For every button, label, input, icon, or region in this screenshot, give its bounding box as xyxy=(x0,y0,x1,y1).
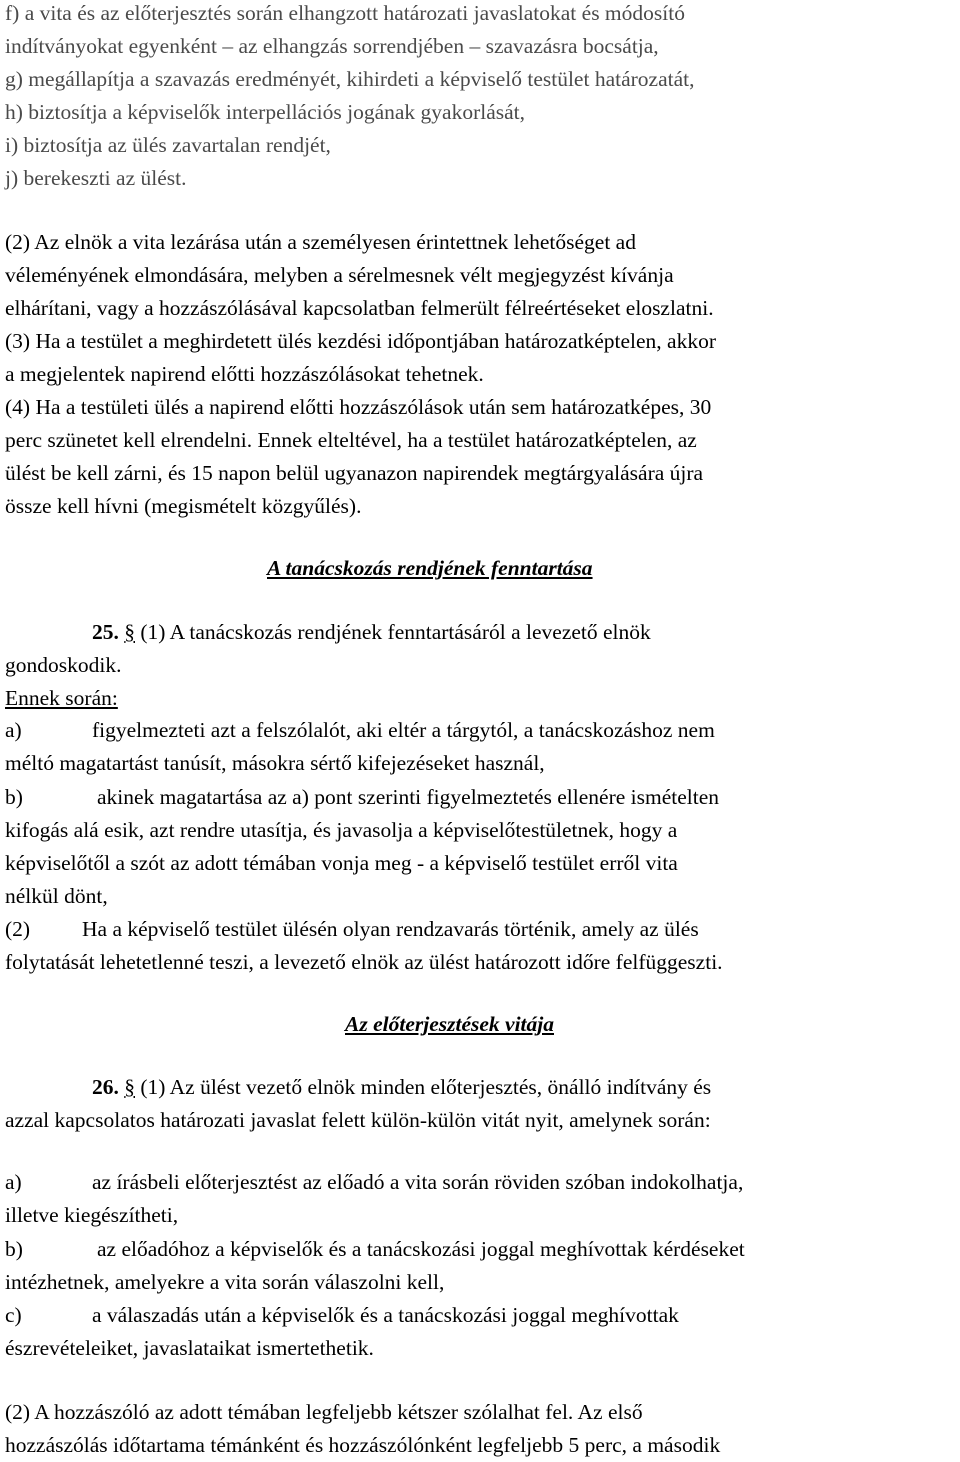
item-f-line-1: f) a vita és az előterjesztés során elhangzott határozati javaslatokat és módosító xyxy=(5,1,685,25)
para2-line-2: véleményének elmondására, melyben a sérelmesnek vélt megjegyzést kívánja xyxy=(5,263,674,287)
s26-line-2: azzal kapcsolatos határozati javaslat felett külön-külön vitát nyit, amelynek során: xyxy=(5,1108,711,1132)
s25-b-text-1: akinek magatartása az a) pont szerinti figyelmeztetés ellenére ismételten xyxy=(97,785,720,809)
s26-item-c-line-2: észrevételeiket, javaslataikat ismertethetik. xyxy=(5,1336,374,1360)
s25-item-b-line-1 xyxy=(5,781,719,814)
s26-a-text-1: az írásbeli előterjesztést az előadó a vita során röviden szóban indokolhatja, xyxy=(92,1170,744,1194)
s25-para2-line-2: folytatását lehetetlenné teszi, a levezető elnök az ülést határozott időre felfüggeszti. xyxy=(5,950,723,974)
item-h: h) biztosítja a képviselők interpellációs jogának gyakorlását, xyxy=(5,100,526,124)
section-heading-rendfenntartas: A tanácskozás rendjének fenntartása xyxy=(267,556,593,580)
s26-a-label: a) xyxy=(5,1170,22,1194)
para4-line-2: perc szünetet kell elrendelni. Ennek elteltével, ha a testület határozatképtelen, az xyxy=(5,428,697,452)
s25-ennek-soran: Ennek során: xyxy=(5,686,118,710)
s25-para2-line-1 xyxy=(5,913,699,946)
para3-line-2: a megjelentek napirend előtti hozzászólásokat tehetnek. xyxy=(5,362,484,386)
para4-line-1: (4) Ha a testületi ülés a napirend előtti hozzászólások után sem határozatképes, 30 xyxy=(5,395,712,419)
para2-line-1: (2) Az elnök a vita lezárása után a személyesen érintettnek lehetőséget ad xyxy=(5,230,636,254)
s25-item-a-line-1 xyxy=(5,714,715,747)
para3-line-1: (3) Ha a testület a meghirdetett ülés kezdési időpontjában határozatképtelen, akkor xyxy=(5,329,717,353)
s26-item-a-line-1 xyxy=(5,1166,743,1199)
s25-item-a-line-2: méltó magatartást tanúsít, másokra sértő kifejezéseket használ, xyxy=(5,751,545,775)
s26-number: 26. xyxy=(92,1075,119,1099)
s26-b-text-1: az előadóhoz a képviselők és a tanácskozási joggal meghívottak kérdéseket xyxy=(97,1237,745,1261)
s25-p2-label: (2) xyxy=(5,917,31,941)
s25-text-1: (1) A tanácskozás rendjének fenntartásáról a levezető elnök xyxy=(135,620,651,644)
s25-line-2: gondoskodik. xyxy=(5,653,122,677)
para2-line-3: elhárítani, vagy a hozzászólásával kapcsolatban felmerült félreértéseket eloszlatni. xyxy=(5,296,714,320)
item-f-line-2: indítványokat egyenként – az elhangzás sorrendjében – szavazásra bocsátja, xyxy=(5,34,659,58)
s26-item-b-line-2: intézhetnek, amelyekre a vita során válaszolni kell, xyxy=(5,1270,445,1294)
s26-b-label: b) xyxy=(5,1237,23,1261)
section-heading-eloterjesztesek: Az előterjesztések vitája xyxy=(345,1012,554,1036)
s26-c-label: c) xyxy=(5,1303,22,1327)
para4-line-3: ülést be kell zárni, és 15 napon belül ugyanazon napirendek megtárgyalására újra xyxy=(5,461,704,485)
s25-line-1 xyxy=(92,616,651,649)
s26-item-a-line-2: illetve kiegészítheti, xyxy=(5,1203,179,1227)
s26-c-text-1: a válaszadás után a képviselők és a tanácskozási joggal meghívottak xyxy=(92,1303,679,1327)
item-i: i) biztosítja az ülés zavartalan rendjét, xyxy=(5,133,331,157)
section-sign: § xyxy=(124,1075,135,1099)
s26-item-b-line-1 xyxy=(5,1233,745,1266)
s25-a-label: a) xyxy=(5,718,22,742)
s26-para2-line-2: hozzászólás időtartama témánként és hozzászólónként legfeljebb 5 perc, a második xyxy=(5,1433,721,1457)
s25-b-label: b) xyxy=(5,785,23,809)
para4-line-4: össze kell hívni (megismételt közgyűlés). xyxy=(5,494,362,518)
item-j: j) berekeszti az ülést. xyxy=(5,166,187,190)
s26-text-1: (1) Az ülést vezető elnök minden előterjesztés, önálló indítvány és xyxy=(135,1075,712,1099)
s25-item-b-line-4: nélkül dönt, xyxy=(5,884,108,908)
s26-para2-line-1: (2) A hozzászóló az adott témában legfeljebb kétszer szólalhat fel. Az első xyxy=(5,1400,643,1424)
item-g: g) megállapítja a szavazás eredményét, kihirdeti a képviselő testület határozatát, xyxy=(5,67,695,91)
s25-item-b-line-2: kifogás alá esik, azt rendre utasítja, és javasolja a képviselőtestületnek, hogy a xyxy=(5,818,678,842)
section-sign: § xyxy=(124,620,135,644)
s25-p2-text-1: Ha a képviselő testület ülésén olyan rendzavarás történik, amely az ülés xyxy=(82,917,699,941)
s25-a-text-1: figyelmezteti azt a felszólalót, aki eltér a tárgytól, a tanácskozáshoz nem xyxy=(92,718,715,742)
s25-item-b-line-3: képviselőtől a szót az adott témában vonja meg - a képviselő testület erről vita xyxy=(5,851,678,875)
s26-line-1 xyxy=(92,1071,711,1104)
s26-item-c-line-1 xyxy=(5,1299,679,1332)
s25-number: 25. xyxy=(92,620,119,644)
